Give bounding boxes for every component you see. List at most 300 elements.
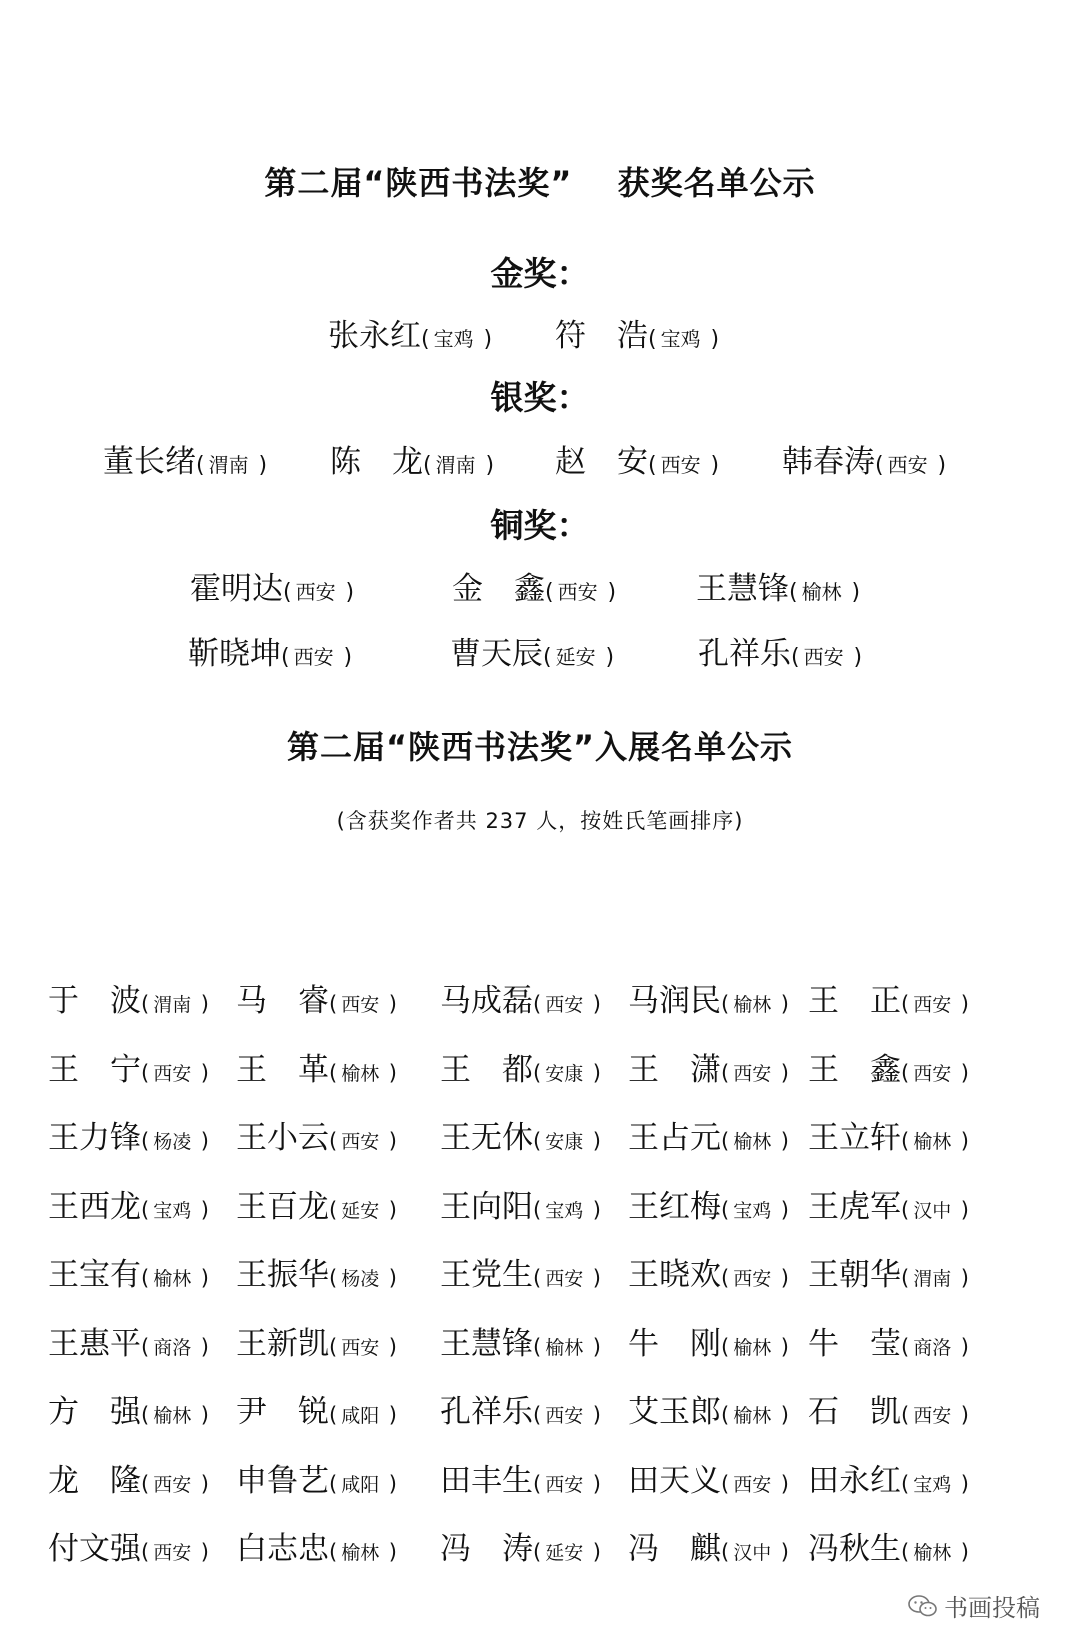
paren-close: ) <box>388 1334 397 1359</box>
exhibitor-name: 白志忠 <box>236 1531 329 1567</box>
paren-open: ( <box>721 1540 730 1564</box>
exhibitor-name: 孔祥乐 <box>440 1394 533 1430</box>
exhibit-entry <box>440 1318 601 1363</box>
paren-open: ( <box>789 580 798 605</box>
exhibitor-name: 王无休 <box>440 1120 533 1156</box>
exhibitor-name: 冯 麒 <box>628 1531 721 1567</box>
exhibitor-region: 西安 <box>153 1542 192 1564</box>
paren-open: ( <box>901 1540 910 1564</box>
paren-close: ) <box>388 1266 397 1290</box>
exhibitor-region: 榆林 <box>913 1542 952 1564</box>
exhibit-entry <box>48 1112 209 1157</box>
paren-open: ( <box>901 1334 910 1359</box>
paren-close: ) <box>200 1129 209 1153</box>
exhibit-entry <box>628 1455 789 1500</box>
exhibit-row <box>48 1318 1048 1387</box>
exhibitor-region: 榆林 <box>733 1336 772 1359</box>
paren-close: ) <box>592 1129 601 1153</box>
bronze-entry <box>696 563 860 608</box>
paren-close: ) <box>780 1197 789 1222</box>
paren-close: ) <box>780 992 789 1016</box>
paren-open: ( <box>901 992 910 1016</box>
paren-open: ( <box>329 1540 338 1564</box>
bronze-entry <box>452 563 616 608</box>
winner-region: 宝鸡 <box>433 327 474 351</box>
winner-name: 韩春涛 <box>782 444 875 480</box>
exhibitor-name: 王 正 <box>808 983 901 1019</box>
exhibit-row <box>48 1181 1048 1250</box>
exhibitor-name: 牛 刚 <box>628 1325 721 1362</box>
paren-open: ( <box>283 580 292 605</box>
exhibitor-name: 马成磊 <box>440 983 533 1019</box>
paren-close: ) <box>960 1197 969 1222</box>
watermark <box>908 1588 1040 1623</box>
winner-region: 西安 <box>887 453 928 477</box>
paren-open: ( <box>141 1403 150 1427</box>
paren-open: ( <box>721 1471 730 1496</box>
exhibitor-region: 汉中 <box>733 1542 772 1564</box>
exhibitor-region: 榆林 <box>545 1336 584 1359</box>
winner-name: 曹天辰 <box>450 636 543 672</box>
exhibitor-name: 王朝华 <box>808 1257 901 1293</box>
paren-open: ( <box>329 992 338 1016</box>
exhibitor-region: 汉中 <box>913 1199 952 1222</box>
bronze-row <box>0 563 1080 611</box>
exhibitor-region: 西安 <box>913 1062 952 1085</box>
winner-name: 陈 龙 <box>330 444 423 480</box>
paren-open: ( <box>721 1334 730 1359</box>
exhibit-entry <box>236 1112 397 1157</box>
winner-region: 西安 <box>557 580 598 604</box>
silver-entry <box>103 436 267 481</box>
paren-close: ) <box>710 453 720 478</box>
paren-close: ) <box>780 1129 789 1153</box>
exhibit-entry <box>628 1112 789 1157</box>
paren-close: ) <box>780 1471 789 1496</box>
exhibit-entry <box>440 1455 601 1500</box>
exhibit-entry <box>628 1181 789 1226</box>
exhibitor-region: 咸阳 <box>341 1473 380 1496</box>
paren-open: ( <box>901 1471 910 1496</box>
exhibit-entry <box>440 1044 601 1089</box>
paren-close: ) <box>592 1540 601 1564</box>
wechat-icon <box>908 1594 938 1618</box>
exhibitor-region: 榆林 <box>153 1268 192 1290</box>
paren-close: ) <box>960 1060 969 1085</box>
exhibitor-name: 龙 隆 <box>48 1462 141 1499</box>
paren-open: ( <box>141 1197 150 1222</box>
exhibit-entry <box>236 1386 397 1431</box>
paren-close: ) <box>388 1129 397 1153</box>
paren-open: ( <box>721 992 730 1016</box>
paren-open: ( <box>329 1060 338 1085</box>
exhibit-row <box>48 1386 1048 1455</box>
exhibit-entry <box>236 1318 397 1363</box>
exhibit-entry <box>808 1044 969 1089</box>
paren-open: ( <box>533 1060 542 1085</box>
paren-close: ) <box>853 645 863 670</box>
bronze-entry <box>698 628 862 673</box>
exhibitor-region: 商洛 <box>153 1336 192 1359</box>
paren-open: ( <box>721 1266 730 1290</box>
paren-open: ( <box>721 1403 730 1427</box>
paren-close: ) <box>388 992 397 1016</box>
paren-open: ( <box>721 1060 730 1085</box>
paren-close: ) <box>960 1129 969 1153</box>
paren-close: ) <box>388 1403 397 1427</box>
silver-heading: 银奖： <box>490 378 590 417</box>
winner-name: 金 鑫 <box>452 571 545 607</box>
paren-open: ( <box>141 1129 150 1153</box>
exhibit-entry <box>236 975 397 1020</box>
paren-close: ) <box>960 992 969 1016</box>
bronze-row <box>0 628 1080 676</box>
exhibit-entry <box>440 1523 601 1568</box>
paren-close: ) <box>388 1471 397 1496</box>
exhibit-row <box>48 1044 1048 1113</box>
exhibitor-region: 榆林 <box>913 1131 952 1153</box>
exhibit-row <box>48 1112 1048 1181</box>
paren-close: ) <box>200 1197 209 1222</box>
paren-open: ( <box>648 327 657 352</box>
paren-open: ( <box>533 992 542 1016</box>
paren-open: ( <box>329 1334 338 1359</box>
exhibitor-region: 西安 <box>341 1131 380 1153</box>
exhibit-row <box>48 975 1048 1044</box>
winner-name: 符 浩 <box>555 318 648 354</box>
paren-close: ) <box>200 1334 209 1359</box>
paren-close: ) <box>343 645 353 670</box>
paren-close: ) <box>388 1197 397 1222</box>
exhibitor-region: 西安 <box>545 994 584 1016</box>
paren-close: ) <box>388 1060 397 1085</box>
paren-close: ) <box>592 1060 601 1085</box>
paren-close: ) <box>200 1060 209 1085</box>
exhibitor-name: 牛 莹 <box>808 1325 901 1362</box>
exhibitor-name: 王红梅 <box>628 1188 721 1225</box>
exhibit-entry <box>236 1249 397 1294</box>
exhibitor-region: 杨凌 <box>153 1131 192 1153</box>
winner-region: 西安 <box>295 580 336 604</box>
exhibit-entry <box>440 1181 601 1226</box>
silver-row <box>0 436 1080 484</box>
exhibit-entry <box>48 1181 209 1226</box>
exhibitor-name: 王力锋 <box>48 1120 141 1156</box>
paren-open: ( <box>329 1266 338 1290</box>
exhibit-entry <box>48 1386 209 1431</box>
paren-close: ) <box>960 1540 969 1564</box>
exhibit-row <box>48 1249 1048 1318</box>
paren-open: ( <box>421 327 430 352</box>
exhibitor-name: 石 凯 <box>808 1394 901 1430</box>
exhibitor-region: 延安 <box>545 1542 584 1564</box>
exhibit-entry <box>236 1455 397 1500</box>
paren-open: ( <box>901 1129 910 1153</box>
bronze-entry <box>188 628 352 673</box>
paren-open: ( <box>721 1197 730 1222</box>
awards-title: 第二届“陕西书法奖” 获奖名单公示 <box>264 164 816 202</box>
paren-close: ) <box>960 1334 969 1359</box>
paren-close: ) <box>780 1334 789 1359</box>
winner-name: 董长绪 <box>103 444 196 480</box>
bronze-heading: 铜奖： <box>490 506 590 545</box>
exhibitor-region: 西安 <box>545 1268 584 1290</box>
exhibitor-name: 王向阳 <box>440 1188 533 1225</box>
paren-close: ) <box>485 453 495 478</box>
paren-open: ( <box>533 1129 542 1153</box>
exhibit-entry <box>48 1044 209 1089</box>
winner-region: 渭南 <box>208 453 249 477</box>
paren-close: ) <box>592 1266 601 1290</box>
paren-open: ( <box>533 1266 542 1290</box>
winner-region: 西安 <box>660 453 701 477</box>
exhibit-entry <box>808 1181 969 1226</box>
exhibitor-name: 王 鑫 <box>808 1051 901 1088</box>
exhibitor-region: 宝鸡 <box>733 1199 772 1222</box>
exhibitor-name: 田天义 <box>628 1462 721 1499</box>
paren-close: ) <box>960 1403 969 1427</box>
paren-close: ) <box>851 580 861 605</box>
exhibitor-name: 付文强 <box>48 1531 141 1567</box>
exhibitor-region: 咸阳 <box>341 1405 380 1427</box>
exhibit-entry <box>48 1249 209 1294</box>
exhibitor-name: 马润民 <box>628 983 721 1019</box>
exhibitor-name: 王立轩 <box>808 1120 901 1156</box>
paren-close: ) <box>607 580 617 605</box>
exhibit-row <box>48 1455 1048 1524</box>
exhibit-entry <box>628 1044 789 1089</box>
paren-close: ) <box>960 1266 969 1290</box>
paren-open: ( <box>141 1334 150 1359</box>
paren-close: ) <box>483 327 493 352</box>
exhibit-entry <box>808 1318 969 1363</box>
exhibitor-region: 榆林 <box>733 1405 772 1427</box>
paren-open: ( <box>141 1060 150 1085</box>
exhibitor-name: 艾玉郎 <box>628 1394 721 1430</box>
exhibitor-name: 王西龙 <box>48 1188 141 1225</box>
exhibit-entry <box>628 1249 789 1294</box>
exhibit-note: (含获奖作者共 237 人，按姓氏笔画排序) <box>336 809 744 833</box>
exhibit-entry <box>440 1112 601 1157</box>
paren-open: ( <box>545 580 554 605</box>
exhibitor-region: 商洛 <box>913 1336 952 1359</box>
gold-entry <box>555 310 719 355</box>
exhibitor-name: 王 潇 <box>628 1051 721 1088</box>
paren-open: ( <box>791 645 800 670</box>
exhibitor-region: 宝鸡 <box>153 1199 192 1222</box>
paren-close: ) <box>345 580 355 605</box>
exhibit-entry <box>440 975 601 1020</box>
paren-close: ) <box>780 1060 789 1085</box>
exhibitor-region: 西安 <box>733 1062 772 1085</box>
exhibitor-region: 榆林 <box>341 1062 380 1085</box>
exhibit-entry <box>48 1523 209 1568</box>
paren-close: ) <box>200 992 209 1016</box>
silver-entry <box>555 436 719 481</box>
silver-entry <box>330 436 494 481</box>
exhibit-entry <box>48 1318 209 1363</box>
paren-open: ( <box>281 645 290 670</box>
bronze-entry <box>190 563 354 608</box>
paren-open: ( <box>533 1471 542 1496</box>
exhibitor-region: 西安 <box>341 994 380 1016</box>
exhibitor-region: 西安 <box>733 1268 772 1290</box>
paren-close: ) <box>200 1471 209 1496</box>
exhibit-entry <box>48 1455 209 1500</box>
exhibitor-region: 延安 <box>341 1199 380 1222</box>
exhibitor-region: 渭南 <box>913 1268 952 1290</box>
paren-open: ( <box>901 1060 910 1085</box>
exhibitor-name: 方 强 <box>48 1394 141 1430</box>
winner-region: 延安 <box>555 645 596 669</box>
paren-open: ( <box>901 1197 910 1222</box>
paren-close: ) <box>388 1540 397 1564</box>
exhibitor-region: 渭南 <box>153 994 192 1016</box>
paren-open: ( <box>329 1197 338 1222</box>
winner-name: 王慧锋 <box>696 571 789 607</box>
paren-open: ( <box>721 1129 730 1153</box>
winner-region: 榆林 <box>801 580 842 604</box>
gold-heading: 金奖： <box>490 254 590 293</box>
exhibit-entry <box>440 1249 601 1294</box>
exhibitor-region: 榆林 <box>341 1542 380 1564</box>
exhibitor-name: 王 都 <box>440 1051 533 1088</box>
exhibit-name-grid <box>48 975 1048 1592</box>
paren-close: ) <box>710 327 720 352</box>
paren-open: ( <box>901 1266 910 1290</box>
paren-open: ( <box>329 1129 338 1153</box>
winner-name: 赵 安 <box>555 444 648 480</box>
paren-close: ) <box>780 1540 789 1564</box>
paren-open: ( <box>533 1403 542 1427</box>
exhibitor-name: 申鲁艺 <box>236 1462 329 1499</box>
exhibitor-name: 王小云 <box>236 1120 329 1156</box>
exhibit-title: 第二届“陕西书法奖”入展名单公示 <box>286 728 794 766</box>
paren-close: ) <box>937 453 947 478</box>
winner-name: 霍明达 <box>190 571 283 607</box>
paren-close: ) <box>960 1471 969 1496</box>
exhibitor-region: 西安 <box>545 1405 584 1427</box>
exhibit-entry <box>628 975 789 1020</box>
exhibitor-region: 榆林 <box>733 1131 772 1153</box>
paren-close: ) <box>780 1403 789 1427</box>
exhibitor-name: 王占元 <box>628 1120 721 1156</box>
exhibitor-name: 王晓欢 <box>628 1257 721 1293</box>
paren-open: ( <box>648 453 657 478</box>
exhibitor-name: 尹 锐 <box>236 1394 329 1430</box>
exhibitor-region: 西安 <box>733 1473 772 1496</box>
exhibitor-name: 冯秋生 <box>808 1531 901 1567</box>
paren-close: ) <box>200 1403 209 1427</box>
paren-close: ) <box>605 645 615 670</box>
exhibitor-name: 王党生 <box>440 1257 533 1293</box>
exhibitor-name: 王 宁 <box>48 1051 141 1088</box>
exhibitor-region: 榆林 <box>153 1405 192 1427</box>
exhibit-entry <box>628 1523 789 1568</box>
paren-open: ( <box>533 1197 542 1222</box>
winner-name: 张永红 <box>328 318 421 354</box>
exhibitor-name: 冯 涛 <box>440 1531 533 1567</box>
paren-close: ) <box>592 1334 601 1359</box>
paren-close: ) <box>592 1197 601 1222</box>
gold-entry <box>328 310 492 355</box>
paren-open: ( <box>533 1540 542 1564</box>
exhibitor-region: 西安 <box>341 1336 380 1359</box>
exhibit-entry <box>628 1318 789 1363</box>
exhibitor-name: 王振华 <box>236 1257 329 1293</box>
exhibit-entry <box>236 1181 397 1226</box>
paren-open: ( <box>901 1403 910 1427</box>
exhibitor-region: 西安 <box>913 994 952 1016</box>
exhibitor-region: 西安 <box>153 1473 192 1496</box>
paren-open: ( <box>141 1266 150 1290</box>
exhibit-entry <box>808 1386 969 1431</box>
exhibitor-name: 王虎军 <box>808 1188 901 1225</box>
exhibitor-name: 王惠平 <box>48 1325 141 1362</box>
paren-close: ) <box>592 1471 601 1496</box>
exhibit-entry <box>236 1044 397 1089</box>
silver-entry <box>782 436 946 481</box>
exhibitor-name: 田永红 <box>808 1462 901 1499</box>
winner-region: 西安 <box>803 645 844 669</box>
paren-open: ( <box>329 1403 338 1427</box>
paren-open: ( <box>329 1471 338 1496</box>
exhibitor-region: 西安 <box>913 1405 952 1427</box>
winner-region: 西安 <box>293 645 334 669</box>
exhibitor-region: 榆林 <box>733 994 772 1016</box>
watermark-text: 书画投稿 <box>944 1594 1040 1622</box>
bronze-entry <box>450 628 614 673</box>
paren-open: ( <box>141 1540 150 1564</box>
exhibitor-region: 西安 <box>545 1473 584 1496</box>
exhibitor-name: 王新凯 <box>236 1325 329 1362</box>
exhibit-entry <box>808 975 969 1020</box>
paren-close: ) <box>200 1540 209 1564</box>
exhibitor-region: 杨凌 <box>341 1268 380 1290</box>
paren-close: ) <box>258 453 268 478</box>
paren-close: ) <box>592 992 601 1016</box>
gold-row <box>0 310 1080 358</box>
winner-name: 靳晓坤 <box>188 636 281 672</box>
paren-close: ) <box>200 1266 209 1290</box>
winner-region: 宝鸡 <box>660 327 701 351</box>
exhibit-entry <box>808 1249 969 1294</box>
exhibit-entry <box>236 1523 397 1568</box>
exhibitor-name: 王 革 <box>236 1051 329 1088</box>
exhibit-entry <box>48 975 209 1020</box>
paren-open: ( <box>875 453 884 478</box>
winner-name: 孔祥乐 <box>698 636 791 672</box>
exhibitor-name: 于 波 <box>48 983 141 1019</box>
exhibitor-region: 安康 <box>545 1062 584 1085</box>
paren-close: ) <box>780 1266 789 1290</box>
exhibitor-name: 田丰生 <box>440 1462 533 1499</box>
paren-open: ( <box>533 1334 542 1359</box>
paren-open: ( <box>543 645 552 670</box>
exhibitor-region: 宝鸡 <box>545 1199 584 1222</box>
exhibit-entry <box>808 1455 969 1500</box>
exhibit-entry <box>628 1386 789 1431</box>
exhibit-entry <box>808 1523 969 1568</box>
exhibitor-region: 安康 <box>545 1131 584 1153</box>
exhibit-row <box>48 1523 1048 1592</box>
winner-region: 渭南 <box>435 453 476 477</box>
paren-open: ( <box>196 453 205 478</box>
exhibitor-name: 王慧锋 <box>440 1325 533 1362</box>
exhibitor-region: 宝鸡 <box>913 1473 952 1496</box>
exhibit-entry <box>808 1112 969 1157</box>
paren-open: ( <box>141 992 150 1016</box>
